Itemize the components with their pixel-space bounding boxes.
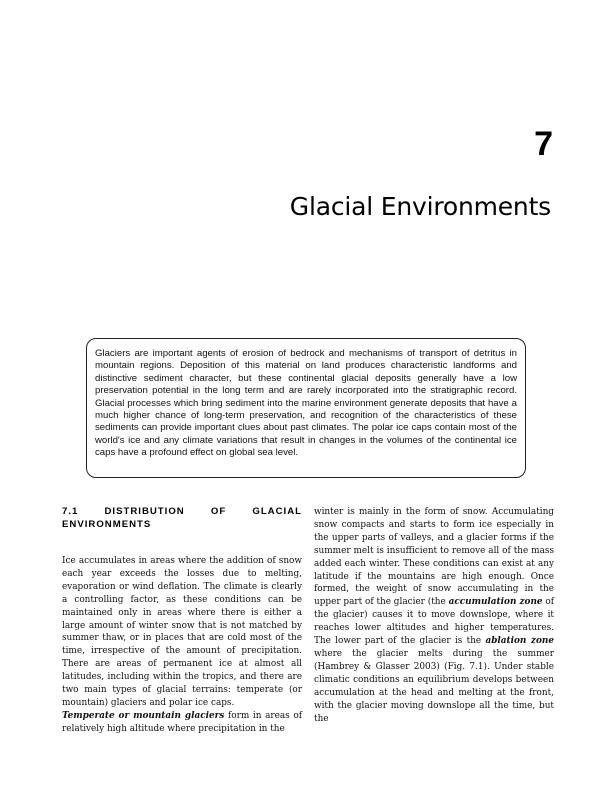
term-temperate-glaciers: Temperate or mountain glaciers	[62, 710, 225, 721]
chapter-number: 7	[534, 125, 553, 163]
term-ablation-zone: ablation zone	[485, 636, 554, 647]
chapter-title: Glacial Environments	[289, 192, 551, 221]
paragraph-3-part-1: winter is mainly in the form of snow. Accumulating snow compacts and starts to form ice especially in the upper parts of valleys, and a glacier forms if the summer melt is insufficient to remove all of the mass added each winter. These conditions can exist at any latitude if the mountains are high enough. Once formed, the weight of snow accumulating in the upper part of the glacier (the	[314, 507, 554, 608]
paragraph-3-part-2: of the glacier) causes it to move downslope, where it reaches lower altitudes and higher temperatures. The lower part of the glacier is the	[314, 597, 555, 647]
paragraph-2-text: form in areas of relatively high altitude where precipitation in the	[62, 710, 303, 734]
paragraph-3-part-3: where the glacier melts during the summer (Hambrey & Glasser 2003) (Fig. 7.1). Under stable climatic conditions an equilibrium develops between accumulation at the head and melting at the front, with the glacier moving downslope all the time, but the	[314, 648, 554, 724]
section-heading: 7.1 DISTRIBUTION OF GLACIAL ENVIRONMENTS	[62, 506, 302, 530]
paragraph-1: Ice accumulates in areas where the addition of snow each year exceeds the losses due to melting, evaporation or wind deflation. The climate is clearly a controlling factor, as these conditions can be maintained only in areas where there is either a large amount of winter snow that is not matched by summer thaw, or in places that are cold most of the time, irrespective of the amount of precipitation. There are areas of permanent ice at almost all latitudes, including within the tropics, and there are two main types of glacial terrains: temperate (or mountain) glaciers and polar ice caps.	[62, 556, 302, 708]
paragraph-2	[62, 710, 302, 736]
left-column	[62, 506, 302, 736]
paragraph-3	[314, 506, 554, 725]
right-column	[314, 506, 554, 725]
chapter-abstract-box	[86, 338, 526, 478]
chapter-abstract-text: Glaciers are important agents of erosion of bedrock and mechanisms of transport of detritus in mountain regions. Deposition of this material on land produces characteristic landforms and distinctive sediment character, but these continental glacial deposits generally have a low preservation potential in the long term and are rarely incorporated into the stratigraphic record. Glacial processes which bring sediment into the marine environment generate deposits that have a much higher chance of long-term preservation, and recognition of the characteristics of these sediments can provide important clues about past climates. The polar ice caps contain most of the world's ice and any climate variations that result in changes in the volumes of the continental ice caps have a profound effect on global sea level.	[95, 348, 517, 459]
term-accumulation-zone: accumulation zone	[448, 597, 543, 608]
